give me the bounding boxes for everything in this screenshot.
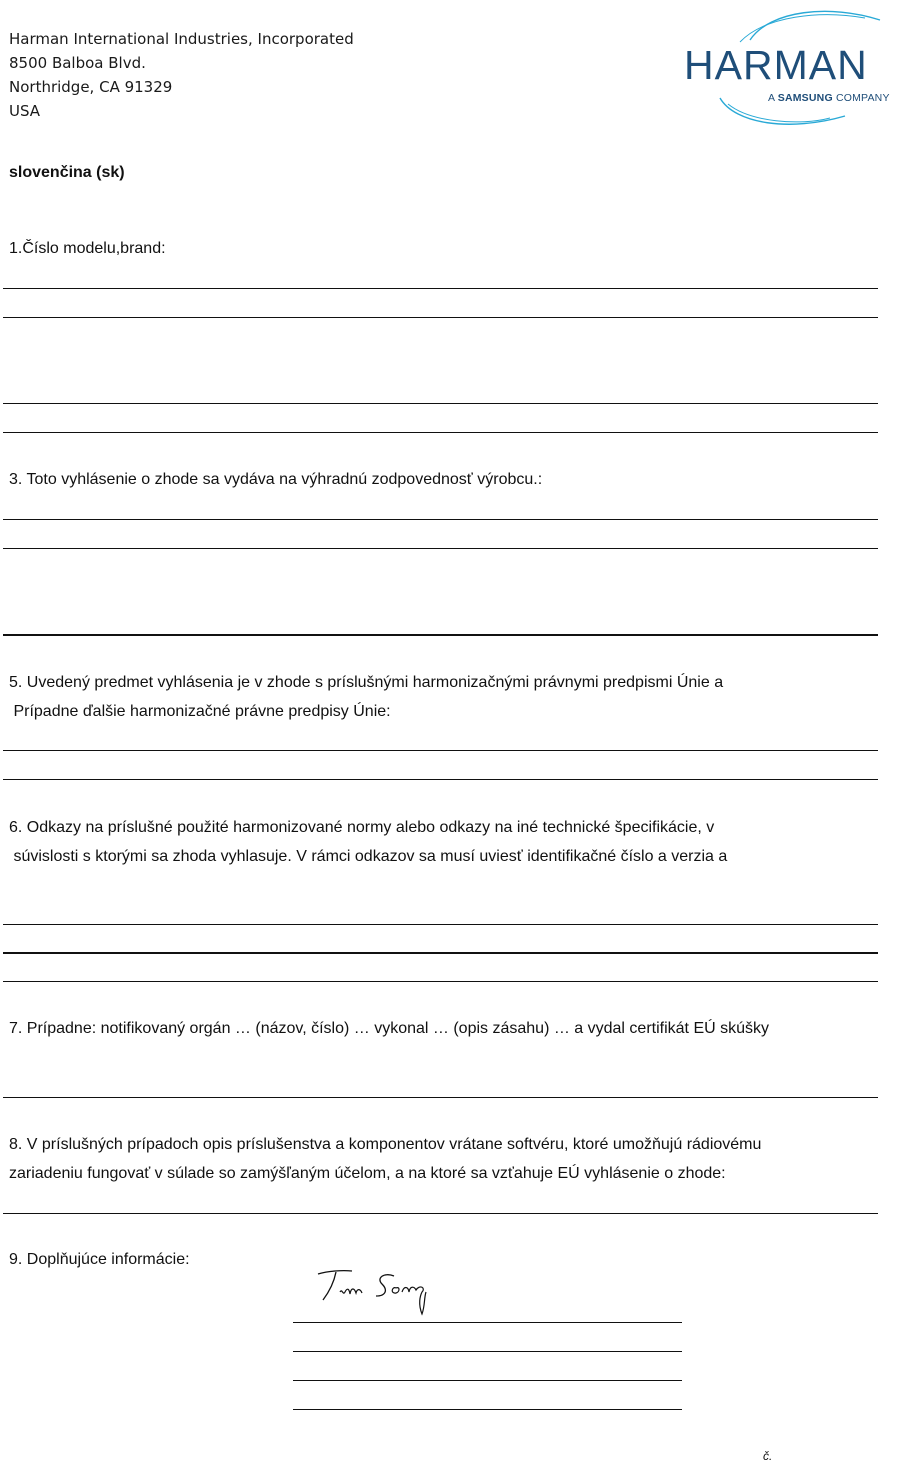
logo-wordmark: HARMAN (684, 42, 868, 88)
signature-image (312, 1262, 452, 1322)
language-heading: slovenčina (sk) (9, 164, 125, 181)
company-name: Harman International Industries, Incorporated (9, 30, 354, 48)
fill-line (3, 924, 878, 925)
section-3-label: 3. Toto vyhlásenie o zhode sa vydáva na výhradnú zodpovednosť výrobcu.: (9, 471, 543, 488)
name-line (293, 1351, 682, 1352)
footer-mark: č. (763, 1449, 773, 1463)
harman-logo (680, 6, 912, 128)
company-street: 8500 Balboa Blvd. (9, 54, 146, 72)
company-city: Northridge, CA 91329 (9, 78, 173, 96)
date-line (293, 1409, 682, 1410)
section-9-label: 9. Doplňujúce informácie: (9, 1251, 190, 1268)
fill-line (3, 288, 878, 289)
fill-line (3, 1097, 878, 1098)
section-1-label: 1.Číslo modelu,brand: (9, 240, 166, 257)
fill-line (3, 1213, 878, 1214)
fill-line (3, 750, 878, 751)
section-6-label-line2: súvislosti s ktorými sa zhoda vyhlasuje. V rámci odkazov sa musí uviesť identifikačné číslo a verzia a (9, 848, 728, 865)
title-line (293, 1380, 682, 1381)
signature-line (293, 1322, 682, 1323)
section-5-label-line1: 5. Uvedený predmet vyhlásenia je v zhode s príslušnými harmonizačnými právnymi predpismi Únie a (9, 674, 724, 691)
section-7-label: 7. Prípadne: notifikovaný orgán … (názov, číslo) … vykonal … (opis zásahu) … a vydal certifikát EÚ skúšky (9, 1020, 770, 1037)
fill-line (3, 317, 878, 318)
section-8-label-line1: 8. V príslušných prípadoch opis príslušenstva a komponentov vrátane softvéru, ktoré umožňujú rádiovému (9, 1136, 762, 1153)
section-8-label-line2: zariadeniu fungovať v súlade so zamýšľaným účelom, a na ktoré sa vzťahuje EÚ vyhlásenie o zhode: (9, 1165, 726, 1182)
fill-line (3, 981, 878, 982)
section-6-label-line1: 6. Odkazy na príslušné použité harmonizované normy alebo odkazy na iné technické špecifikácie, v (9, 819, 715, 836)
fill-line (3, 519, 878, 520)
fill-line (3, 403, 878, 404)
fill-line (3, 634, 878, 636)
fill-line (3, 548, 878, 549)
logo-tagline: A SAMSUNG COMPANY (768, 92, 890, 104)
company-address (9, 27, 354, 123)
company-country: USA (9, 102, 41, 120)
section-5-label-line2: Prípadne ďalšie harmonizačné právne predpisy Únie: (9, 703, 391, 720)
fill-line (3, 952, 878, 954)
fill-line (3, 432, 878, 433)
fill-line (3, 779, 878, 780)
